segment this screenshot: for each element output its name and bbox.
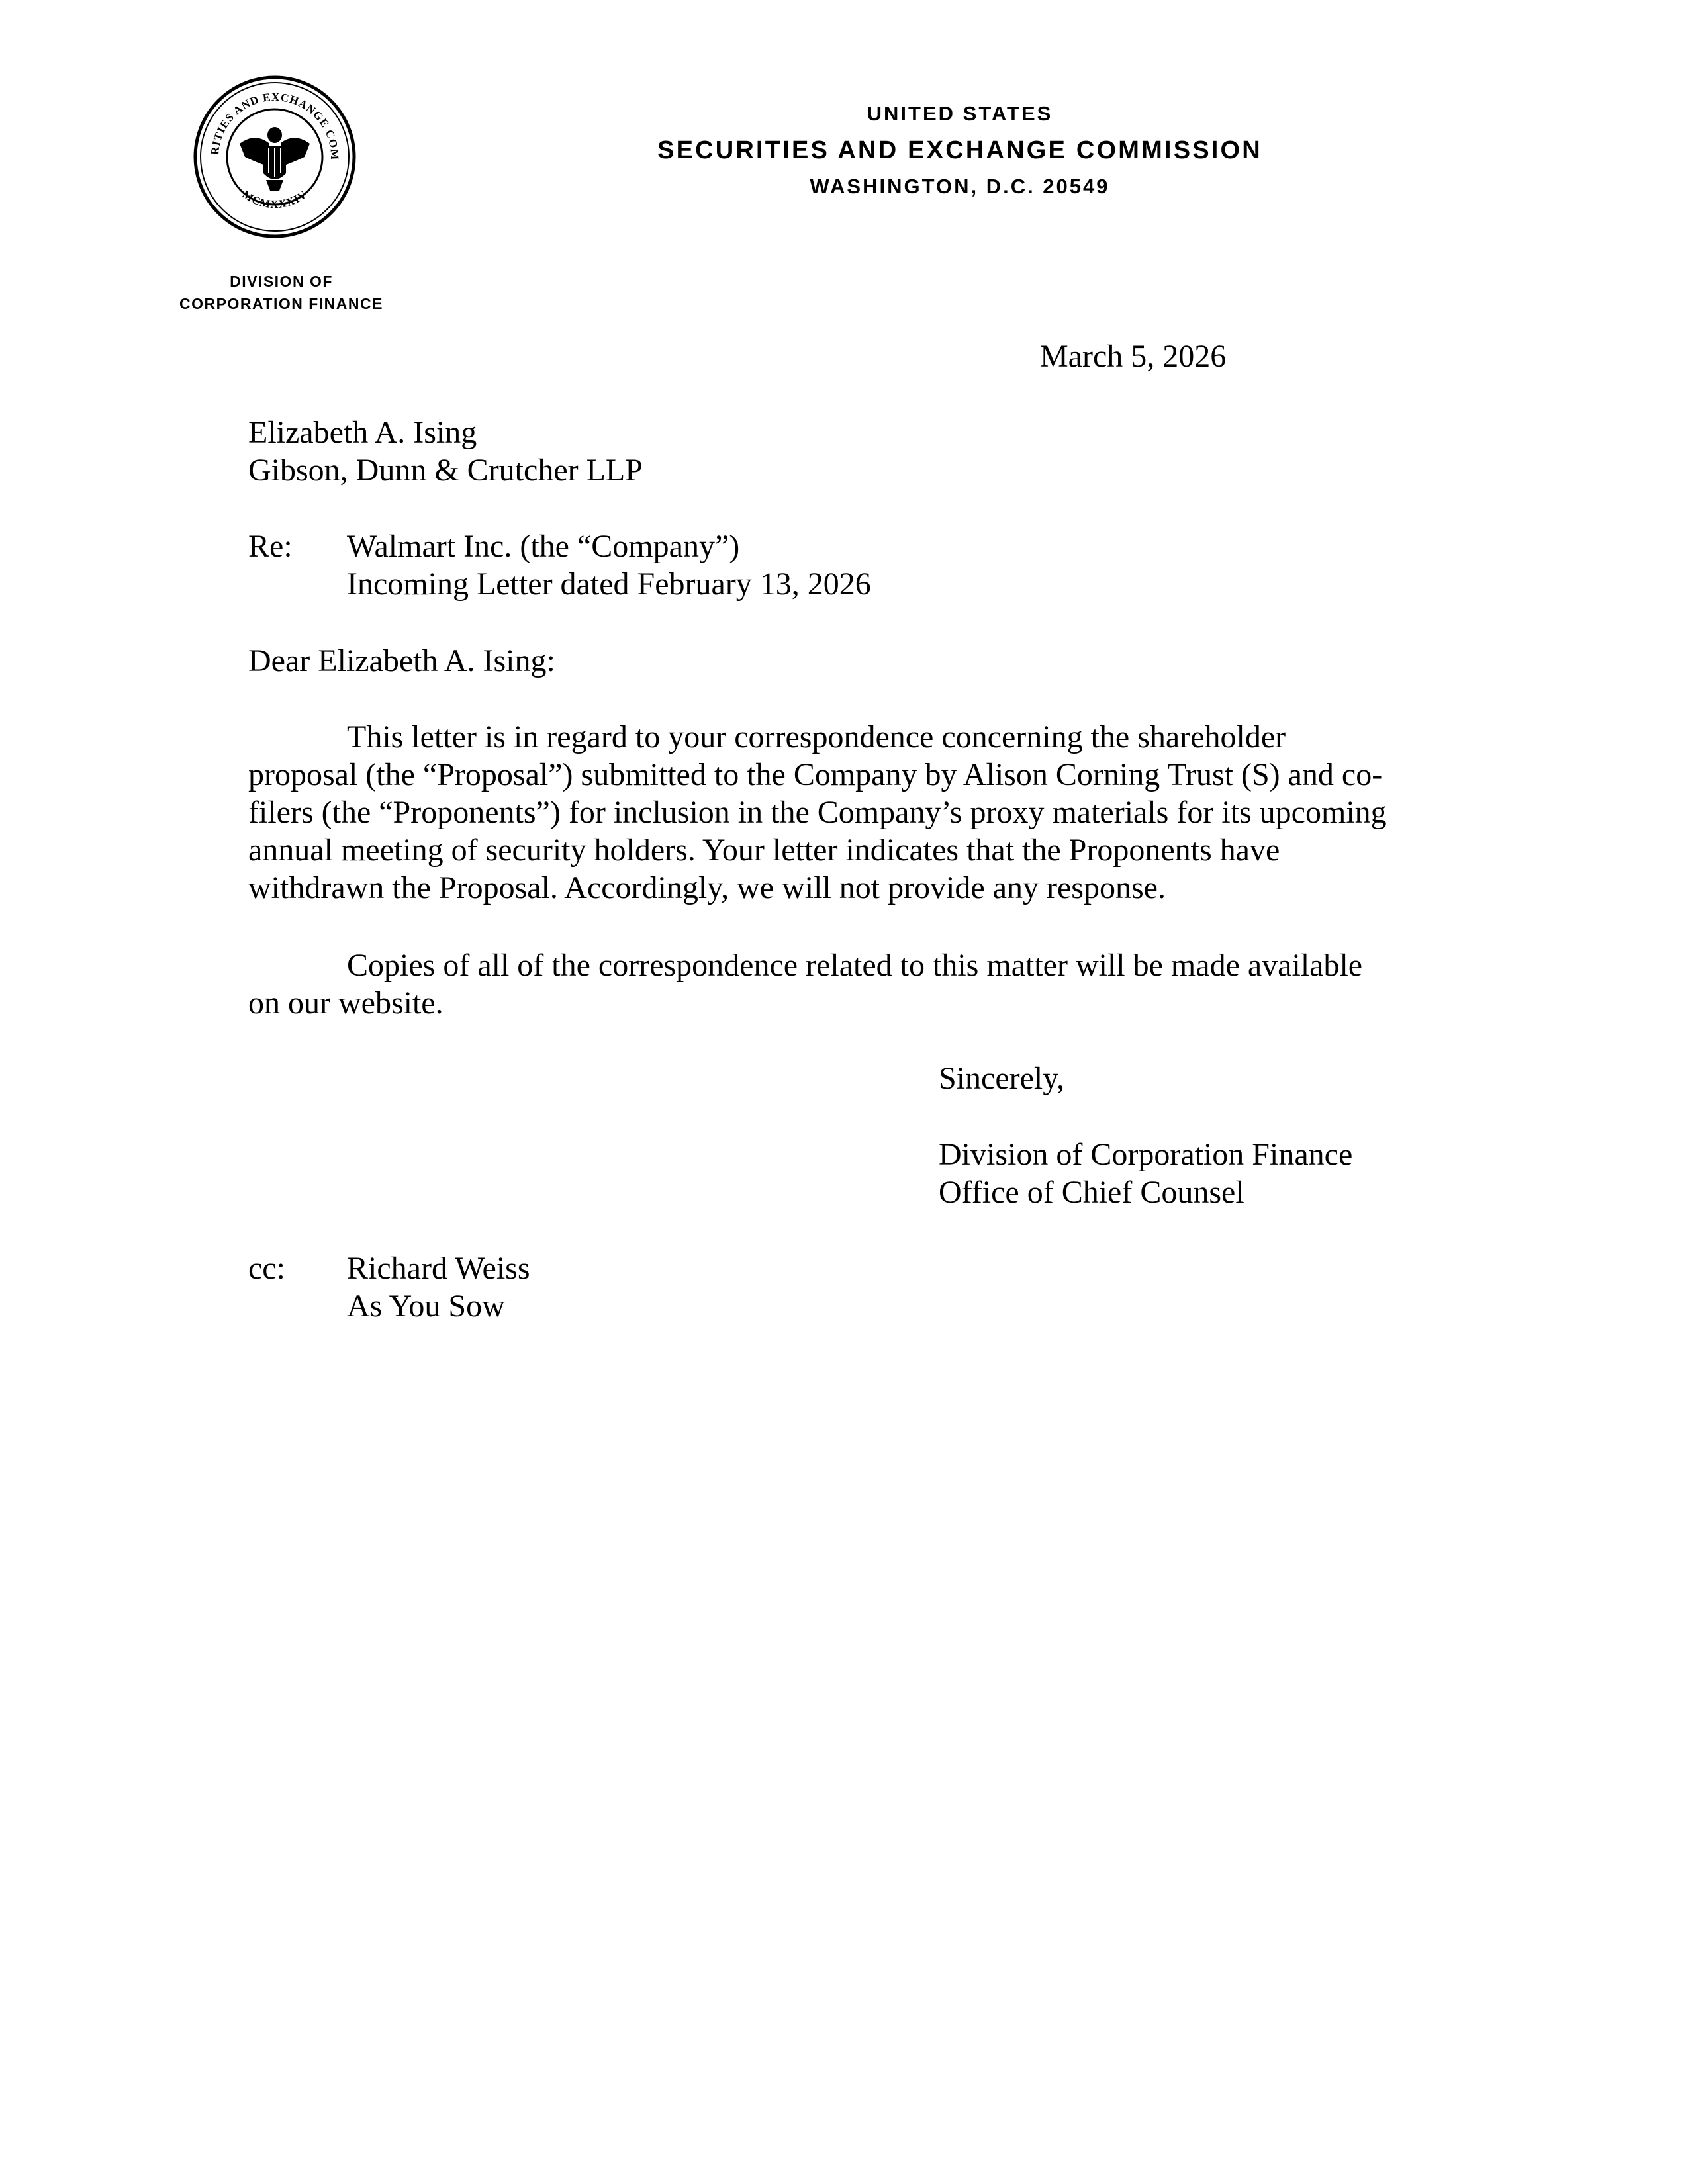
division-name xyxy=(152,270,410,315)
cc-name: Richard Weiss xyxy=(347,1251,530,1286)
paragraph-line: Copies of all of the correspondence related to this matter will be made available xyxy=(347,948,1363,983)
signature-division: Division of Corporation Finance xyxy=(939,1137,1353,1172)
recipient-name: Elizabeth A. Ising xyxy=(248,415,477,450)
signature-block xyxy=(939,1136,1352,1211)
body-paragraph-2 xyxy=(248,946,1440,1022)
cc-organization: As You Sow xyxy=(347,1289,505,1324)
seal-bottom-text: MCMXXXIV xyxy=(240,187,310,211)
salutation: Dear Elizabeth A. Ising: xyxy=(248,643,555,678)
signature-office: Office of Chief Counsel xyxy=(939,1175,1244,1210)
agency-address: WASHINGTON, D.C. 20549 xyxy=(810,175,1110,198)
recipient-block xyxy=(248,414,643,489)
body-paragraph-1 xyxy=(248,718,1440,907)
cc-block xyxy=(347,1250,530,1325)
agency-country: UNITED STATES xyxy=(867,102,1053,125)
closing: Sincerely, xyxy=(939,1061,1065,1096)
division-line-2: CORPORATION FINANCE xyxy=(179,295,383,312)
agency-header xyxy=(530,96,1390,205)
paragraph-line: withdrawn the Proposal. Accordingly, we will not provide any response. xyxy=(248,870,1166,905)
re-block xyxy=(347,527,871,603)
re-label: Re: xyxy=(248,529,293,564)
re-line-company: Walmart Inc. (the “Company”) xyxy=(347,529,740,564)
svg-text:MCMXXXIV xyxy=(240,188,310,210)
letter-date: March 5, 2026 xyxy=(1040,339,1227,374)
seal-top-text: RITIES AND EXCHANGE COM xyxy=(208,90,342,161)
paragraph-line: filers (the “Proponents”) for inclusion in the Company’s proxy materials for its upcoming xyxy=(248,795,1387,830)
paragraph-line: proposal (the “Proposal”) submitted to the Company by Alison Corning Trust (S) and co- xyxy=(248,757,1383,792)
division-line-1: DIVISION OF xyxy=(230,273,333,290)
paragraph-line: This letter is in regard to your correspondence concerning the shareholder xyxy=(347,719,1286,754)
agency-name: SECURITIES AND EXCHANGE COMMISSION xyxy=(657,136,1262,164)
re-line-incoming: Incoming Letter dated February 13, 2026 xyxy=(347,567,871,602)
cc-label: cc: xyxy=(248,1251,285,1286)
paragraph-line: annual meeting of security holders. Your letter indicates that the Proponents have xyxy=(248,833,1280,868)
recipient-firm: Gibson, Dunn & Crutcher LLP xyxy=(248,453,643,488)
paragraph-line: on our website. xyxy=(248,985,444,1021)
sec-seal-icon xyxy=(192,74,357,240)
